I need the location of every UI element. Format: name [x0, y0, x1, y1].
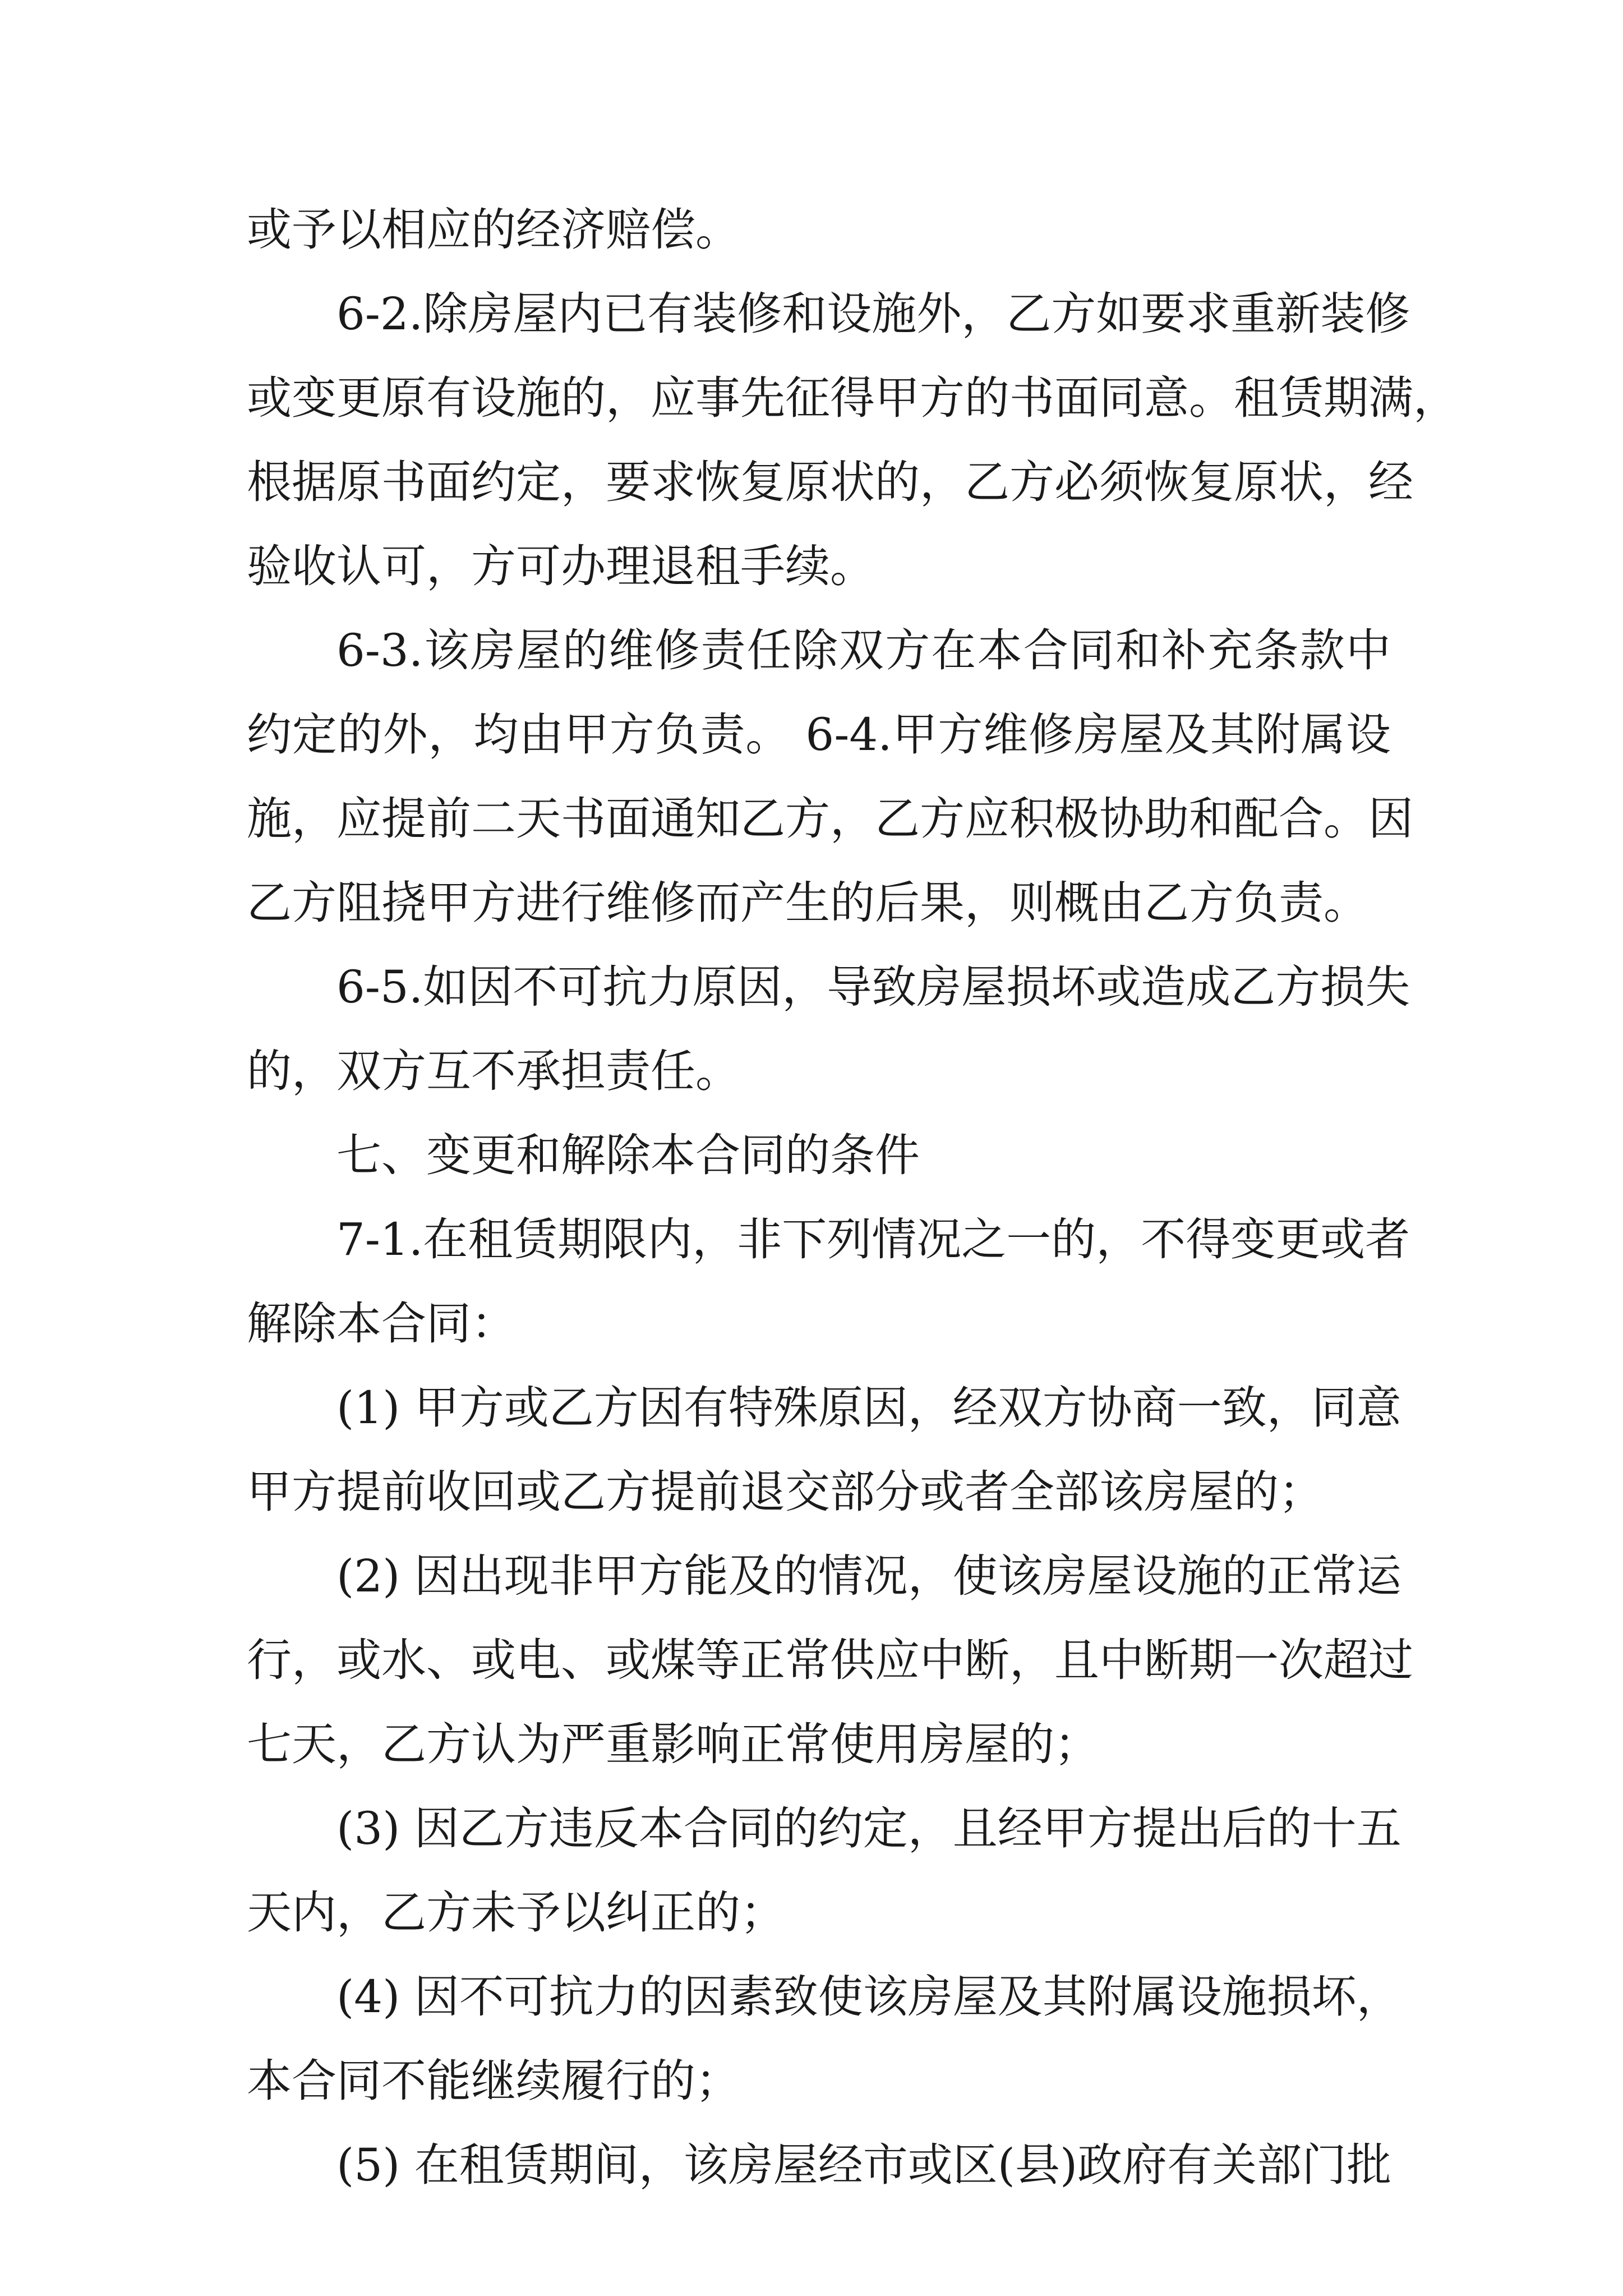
text-line: 6-5.如因不可抗力原因，导致房屋损坏或造成乙方损失: [336, 961, 1410, 1013]
text-line: 或变更原有设施的，应事先征得甲方的书面同意。租赁期满，: [247, 372, 1458, 424]
text-line: 6-3.该房屋的维修责任除双方在本合同和补充条款中: [336, 624, 1391, 677]
text-line: (3) 因乙方违反本合同的约定，且经甲方提出后的十五: [336, 1802, 1401, 1855]
text-line: (1) 甲方或乙方因有特殊原因，经双方协商一致，同意: [336, 1382, 1401, 1434]
text-line: 行，或水、或电、或煤等正常供应中断，且中断期一次超过: [247, 1634, 1413, 1686]
text-line: (5) 在租赁期间，该房屋经市或区(县)政府有关部门批: [336, 2139, 1392, 2191]
text-line: 乙方阻挠甲方进行维修而产生的后果，则概由乙方负责。: [247, 877, 1368, 929]
text-line: (4) 因不可抗力的因素致使该房屋及其附属设施损坏，: [336, 1971, 1401, 2023]
text-line: 6-2.除房屋内已有装修和设施外，乙方如要求重新装修: [336, 288, 1410, 340]
text-line: 施，应提前二天书面通知乙方，乙方应积极协助和配合。因: [247, 793, 1413, 845]
text-line: 7-1.在租赁期限内，非下列情况之一的，不得变更或者: [336, 1213, 1410, 1266]
text-line: 验收认可，方可办理退租手续。: [247, 540, 875, 592]
text-line: 约定的外，均由甲方负责。 6-4.甲方维修房屋及其附属设: [247, 708, 1391, 761]
text-line: 天内，乙方未予以纠正的；: [247, 1887, 785, 1939]
text-line: 本合同不能继续履行的；: [247, 2055, 740, 2107]
text-line: 或予以相应的经济赔偿。: [247, 204, 740, 256]
text-line: (2) 因出现非甲方能及的情况，使该房屋设施的正常运: [336, 1550, 1401, 1602]
section-heading: 七、变更和解除本合同的条件: [336, 1129, 920, 1181]
text-line: 七天，乙方认为严重影响正常使用房屋的；: [247, 1718, 1099, 1770]
text-line: 的，双方互不承担责任。: [247, 1045, 740, 1097]
text-line: 根据原书面约定，要求恢复原状的，乙方必须恢复原状，经: [247, 456, 1413, 508]
text-line: 甲方提前收回或乙方提前退交部分或者全部该房屋的；: [247, 1466, 1324, 1518]
text-line: 解除本合同：: [247, 1297, 516, 1350]
